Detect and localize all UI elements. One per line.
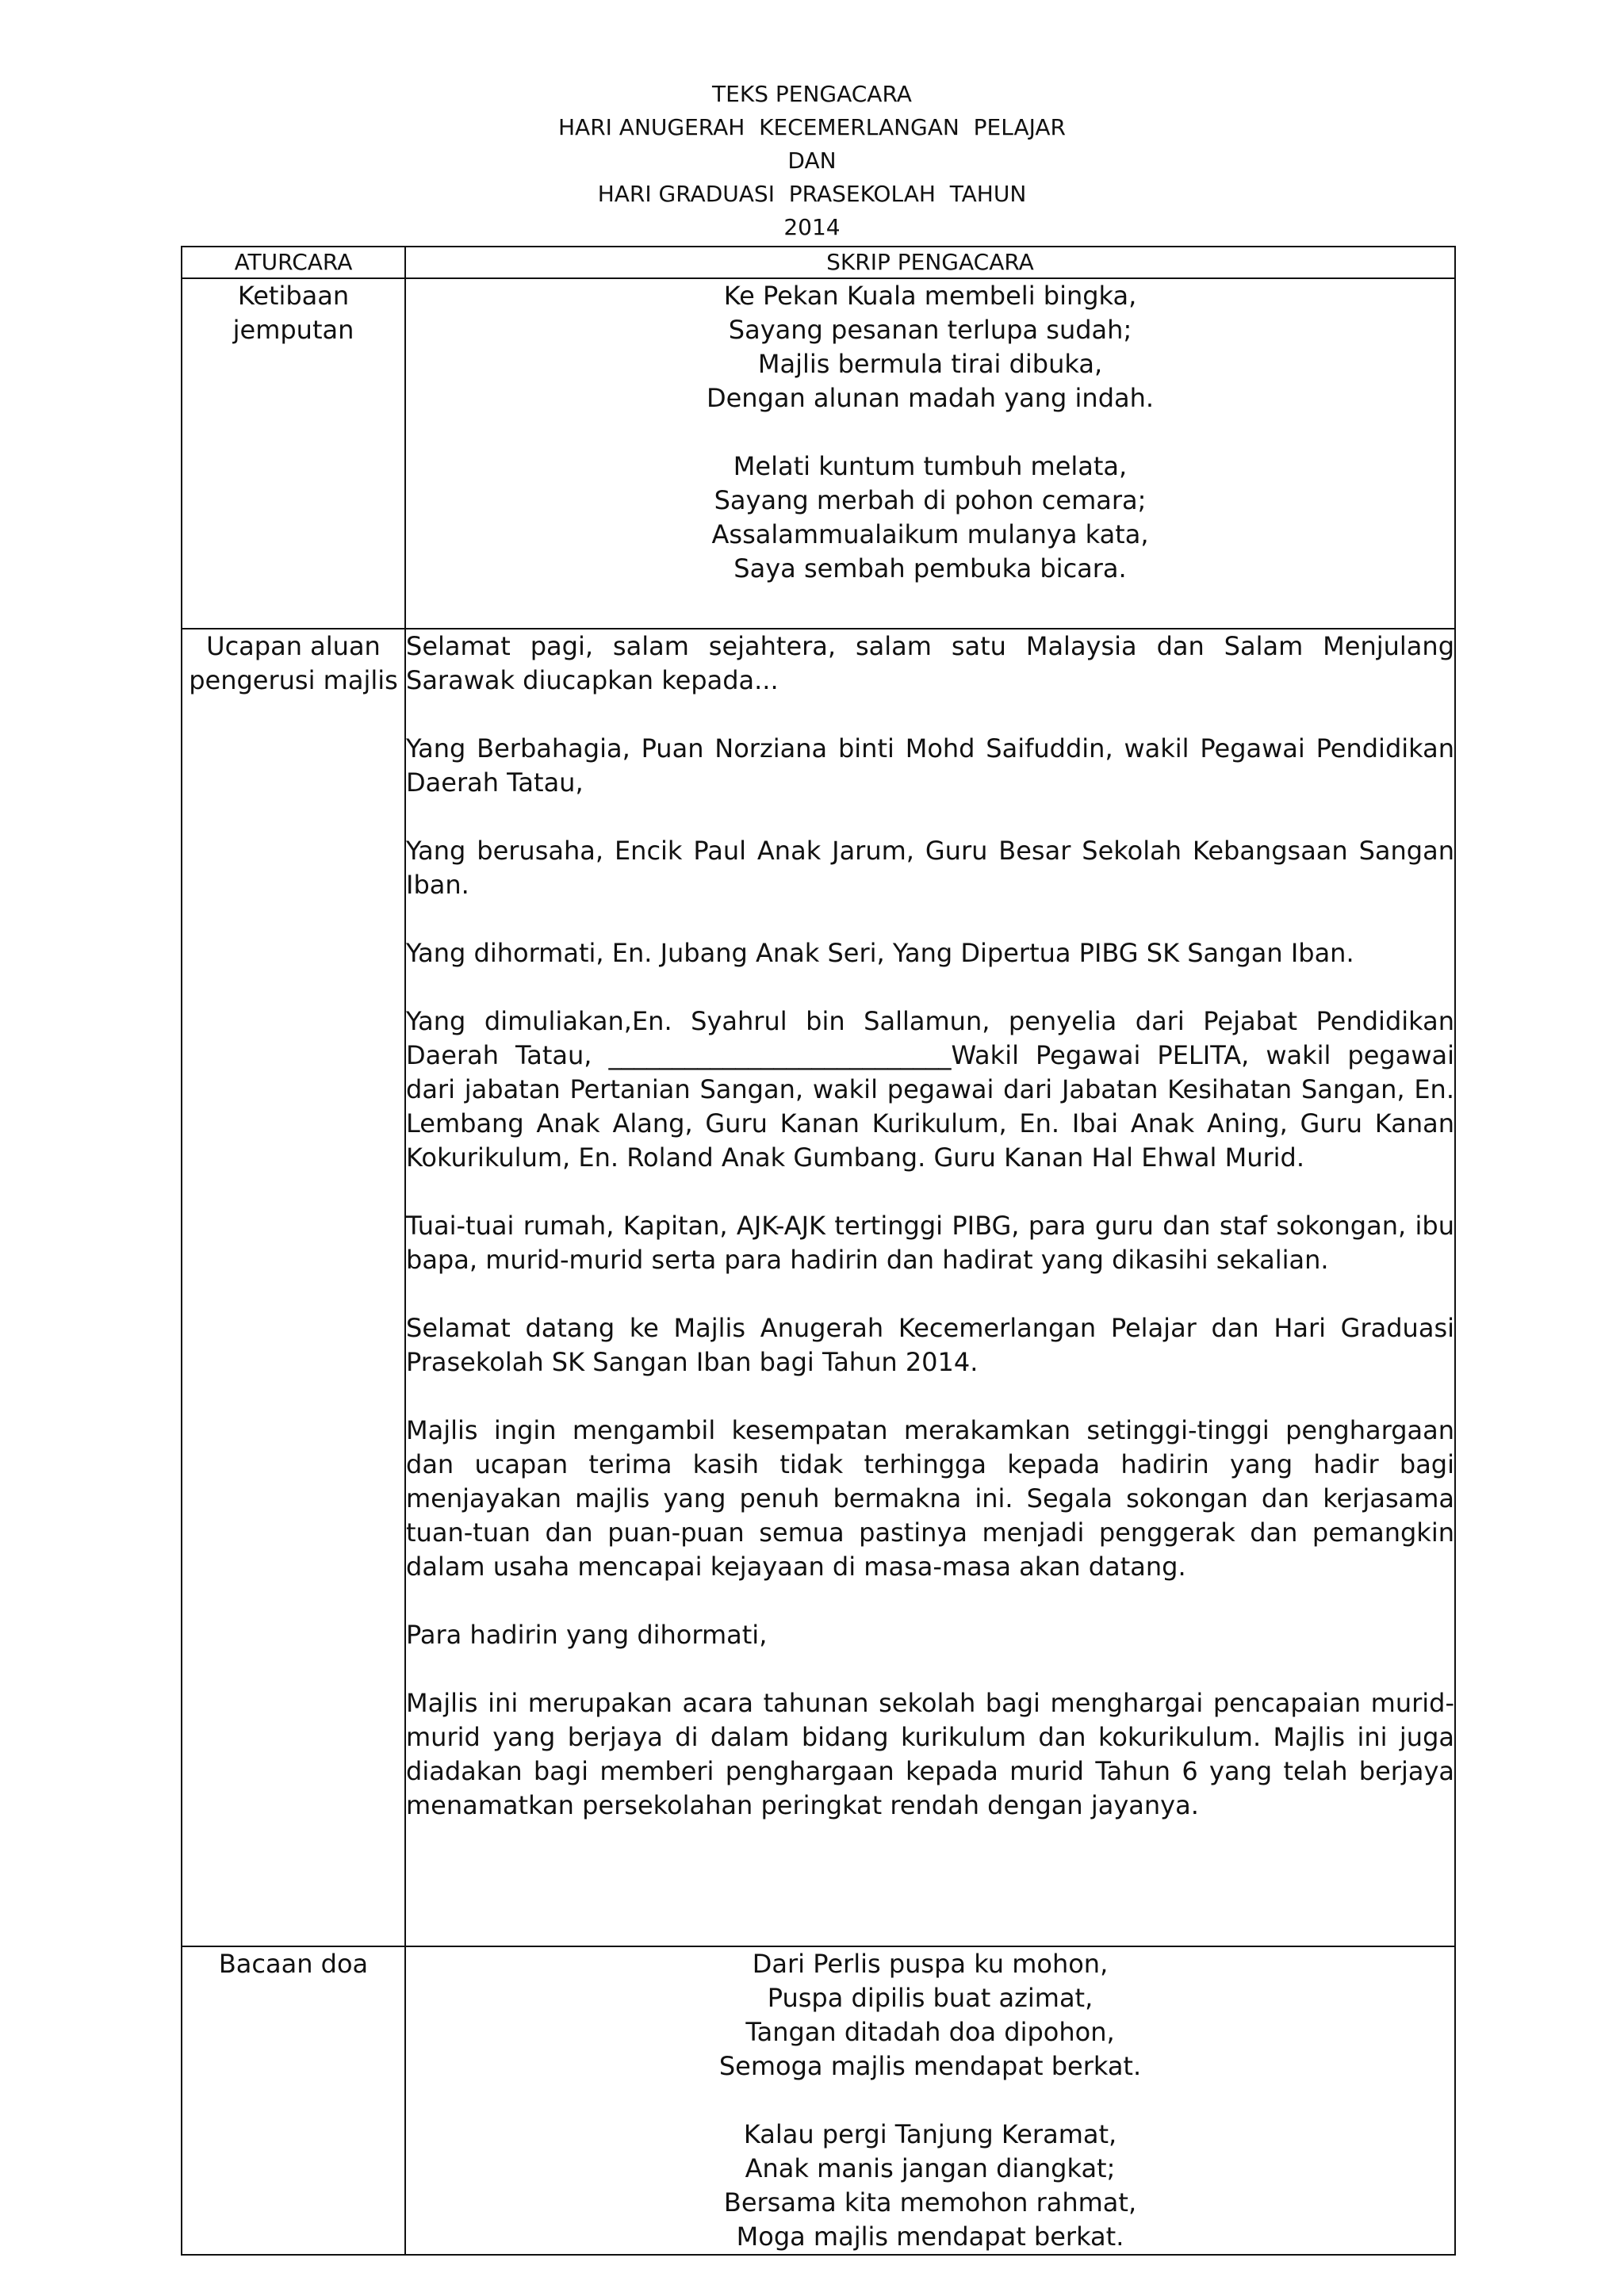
poem-line: Dari Perlis puspa ku mohon, bbox=[752, 1949, 1109, 1979]
speech-paragraph: Selamat datang ke Majlis Anugerah Kecemerlangan Pelajar dan Hari Graduasi Prasekolah SK Sangan Iban bagi Tahun 2014. bbox=[406, 1313, 1454, 1377]
poem-line: Moga majlis mendapat berkat. bbox=[736, 2221, 1124, 2252]
speech-paragraph: Selamat pagi, salam sejahtera, salam satu Malaysia dan Salam Menjulang Sarawak diucapkan kepada... bbox=[406, 631, 1454, 695]
stanza bbox=[406, 2118, 1454, 2254]
speech-paragraph: Yang dimuliakan,En. Syahrul bin Sallamun, penyelia dari Pejabat Pendidikan Daerah Tatau, ___________________________Wakil Pegawai PELITA, wakil pegawai dari jabatan Pertanian Sangan, wakil pegawai dari Jabatan Kesihatan Sangan, En. Lembang Anak Alang, Guru Kanan Kurikulum, En. Ibai Anak Aning, Guru Kanan Kokurikulum, En. Roland Anak Gumbang. Guru Kanan Hal Ehwal Murid. bbox=[406, 1006, 1454, 1173]
poem-line: Ke Pekan Kuala membeli bingka, bbox=[723, 281, 1137, 311]
poem-line: Majlis bermula tirai dibuka, bbox=[757, 349, 1103, 379]
poem-line: Saya sembah pembuka bicara. bbox=[733, 553, 1127, 584]
poem-line: Anak manis jangan diangkat; bbox=[745, 2153, 1116, 2183]
speech-paragraph: Yang dihormati, En. Jubang Anak Seri, Yang Dipertua PIBG SK Sangan Iban. bbox=[406, 938, 1354, 968]
poem-line: Sayang merbah di pohon cemara; bbox=[714, 485, 1147, 515]
poem-line: Semoga majlis mendapat berkat. bbox=[718, 2051, 1142, 2081]
stanza bbox=[406, 279, 1454, 415]
poem-line: Melati kuntum tumbuh melata, bbox=[733, 451, 1128, 481]
poem-line: Kalau pergi Tanjung Keramat, bbox=[743, 2119, 1117, 2149]
speech-paragraph: Majlis ini merupakan acara tahunan sekolah bagi menghargai pencapaian murid-murid yang berjaya di dalam bidang kurikulum dan kokurikulum. Majlis ini juga diadakan bagi memberi penghargaan kepada murid Tahun 6 yang telah berjaya menamatkan persekolahan peringkat rendah dengan jayanya. bbox=[406, 1688, 1454, 1820]
speech-content bbox=[405, 629, 1455, 1946]
stanza bbox=[406, 1947, 1454, 2084]
speech-paragraph: Yang Berbahagia, Puan Norziana binti Mohd Saifuddin, wakil Pegawai Pendidikan Daerah Tatau, bbox=[406, 733, 1454, 798]
table-row bbox=[182, 278, 1455, 629]
header-year: 2014 bbox=[783, 214, 841, 240]
column-header-aturcara: ATURCARA bbox=[182, 247, 405, 278]
speech-paragraph: Tuai-tuai rumah, Kapitan, AJK-AJK tertinggi PIBG, para guru dan staf sokongan, ibu bapa, murid-murid serta para hadirin dan hadirat yang dikasihi sekalian. bbox=[406, 1211, 1454, 1275]
table-row bbox=[182, 1946, 1455, 2255]
script-table bbox=[181, 246, 1456, 2256]
speech-paragraph: Para hadirin yang dihormati, bbox=[406, 1620, 768, 1650]
speech-paragraph: Yang berusaha, Encik Paul Anak Jarum, Guru Besar Sekolah Kebangsaan Sangan Iban. bbox=[406, 836, 1454, 900]
header-conjunction: DAN bbox=[787, 147, 837, 174]
table-row bbox=[182, 629, 1455, 1946]
row-label-ketibaan: Ketibaan jemputan bbox=[182, 278, 405, 629]
table-header-row bbox=[182, 247, 1455, 278]
stanza bbox=[406, 450, 1454, 586]
poem-line: Tangan ditadah doa dipohon, bbox=[745, 2017, 1115, 2047]
speech-paragraph: Majlis ingin mengambil kesempatan merakamkan setinggi-tinggi penghargaan dan ucapan terima kasih tidak terhingga kepada hadirin yang hadir bagi menjayakan majlis yang penuh bermakna ini. Segala sokongan dan kerjasama tuan-tuan dan puan-puan semua pastinya menjadi penggerak dan pemangkin dalam usaha mencapai kejayaan di masa-masa akan datang. bbox=[406, 1415, 1454, 1582]
header-event-name: HARI ANUGERAH KECEMERLANGAN PELAJAR bbox=[557, 114, 1067, 140]
poem-line: Assalammualaikum mulanya kata, bbox=[711, 519, 1149, 549]
header-title: TEKS PENGACARA bbox=[712, 81, 912, 107]
poem-line: Puspa dipilis buat azimat, bbox=[767, 1983, 1094, 2013]
poem-pembuka bbox=[405, 278, 1455, 629]
row-label-doa: Bacaan doa bbox=[182, 1946, 405, 2255]
column-header-skrip: SKRIP PENGACARA bbox=[405, 247, 1455, 278]
row-label-ucapan: Ucapan aluan pengerusi majlis bbox=[182, 629, 405, 1946]
poem-line: Dengan alunan madah yang indah. bbox=[706, 383, 1155, 413]
header-event-name-2: HARI GRADUASI PRASEKOLAH TAHUN bbox=[597, 181, 1027, 207]
poem-doa bbox=[405, 1946, 1455, 2255]
poem-line: Bersama kita memohon rahmat, bbox=[723, 2187, 1137, 2218]
poem-line: Sayang pesanan terlupa sudah; bbox=[728, 315, 1132, 345]
document-header bbox=[0, 78, 1624, 244]
